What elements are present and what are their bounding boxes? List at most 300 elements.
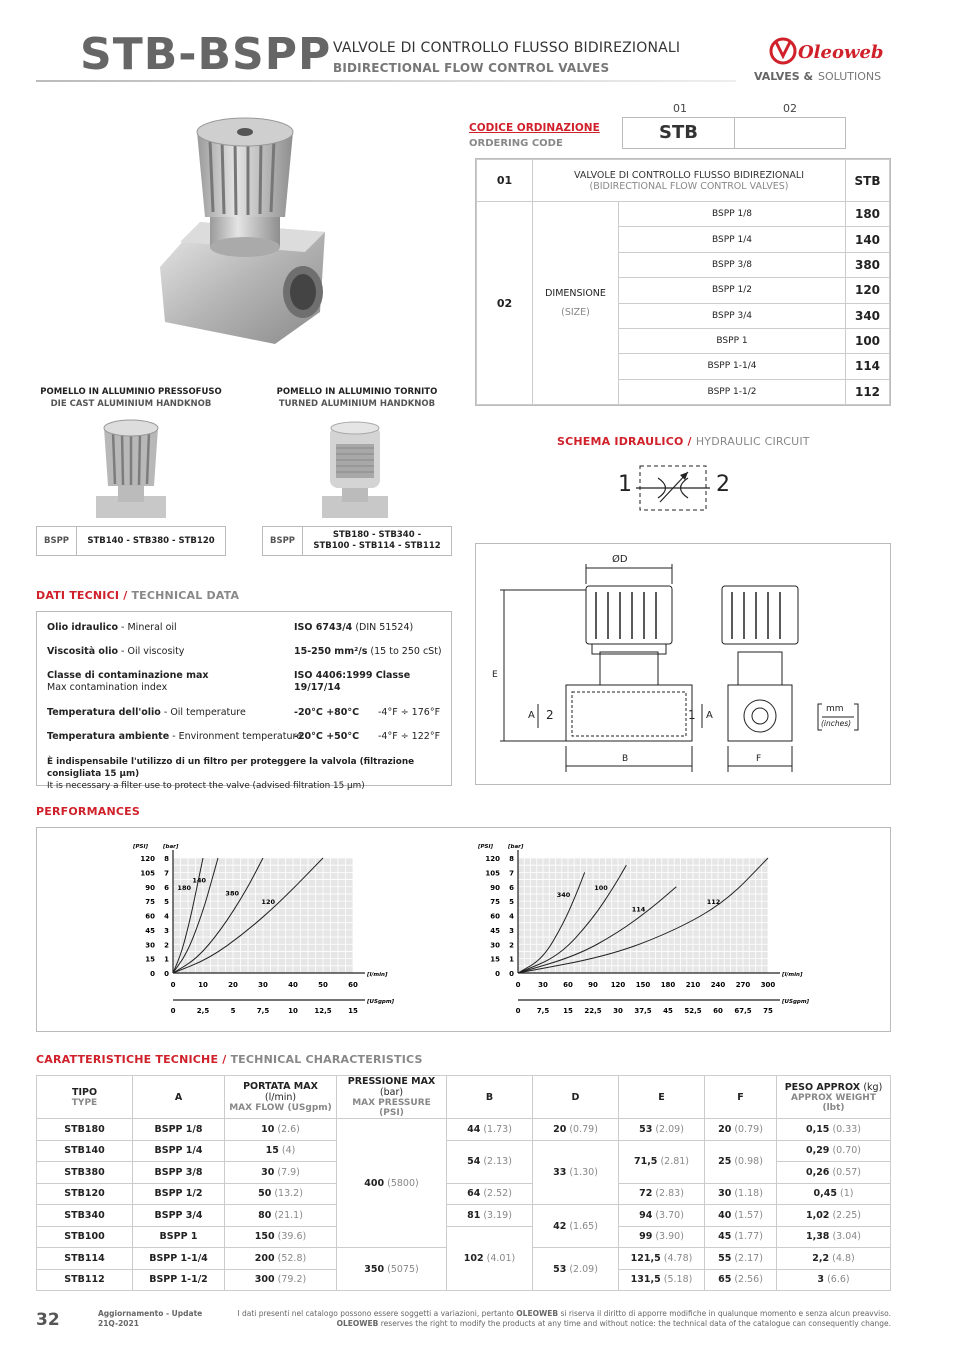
th-weight-it: PESO APPROX [784,1081,861,1093]
y-tick-psi: 120 [140,855,155,863]
r0-e-in: (2.09) [655,1123,684,1135]
x-tick-lmin: 180 [660,981,676,989]
table-row [37,1183,891,1205]
spec-size-7: BSPP 1-1/2 [619,379,846,404]
table-row [37,1119,891,1141]
r6-f: 55 [718,1252,732,1264]
tech-row-3-it: Temperatura dell'olio [47,707,161,718]
spec-code-5: 100 [846,328,890,353]
r3-flow-us: (13.2) [274,1188,303,1200]
th-press-en: MAX PRESSURE (PSI) [352,1098,431,1118]
th-flow-en: MAX FLOW (USgpm) [229,1103,332,1113]
spec-size-2: BSPP 3/8 [619,252,846,277]
r3-e-in: (2.83) [655,1188,684,1200]
y-tick-bar: 4 [509,912,514,921]
r3-flow: 50 [258,1188,272,1200]
y-tick-psi: 30 [490,941,500,950]
th-press-unit: (bar) [379,1087,404,1098]
r0-w-lb: (0.33) [832,1123,862,1135]
x-tick-usgpm: 60 [713,1007,723,1015]
hydraulic-symbol [618,458,738,514]
y-tick-bar: 6 [164,883,169,892]
spec-row02-label-en: (SIZE) [561,307,590,318]
th-weight-unit: (kg) [863,1081,883,1093]
x-tick-lmin: 60 [563,981,573,989]
tech-row-0: Olio idraulico - Mineral oil [47,622,177,633]
tech-row-2-en: Max contamination index [47,682,168,693]
y-tick-bar: 7 [509,869,514,878]
spec-code-2: 380 [846,252,890,277]
drawing-b-label: B [622,754,629,764]
hydraulic-title-it: SCHEMA IDRAULICO / [557,435,692,448]
x-tick-usgpm: 5 [230,1007,236,1015]
tech-row-4-vb: -20°C +50°C [294,731,360,742]
r0-w: 0,15 [805,1123,830,1135]
th-pressure [337,1076,447,1119]
footer-it-brand: OLEOWEB [516,1309,559,1318]
x-tick-lmin: 10 [198,981,208,989]
tech-row-0-value [294,622,413,634]
x-tick-lmin: 50 [318,981,328,989]
knob-die-cast-caption [36,386,226,410]
y-tick-bar: 6 [509,883,514,892]
spec-row01-desc [533,160,846,202]
r5-w: 1,38 [805,1231,830,1243]
y-tick-bar: 1 [509,955,514,964]
b-5-in: (4.01) [486,1252,516,1264]
r7-e: 131,5 [630,1274,661,1286]
r7-f-in: (2.56) [734,1274,763,1286]
r4-e: 94 [639,1209,653,1221]
y-tick-bar: 5 [164,898,169,907]
y-tick-psi: 15 [145,955,155,964]
footer-en-brand: OLEOWEB [336,1319,379,1328]
ordering-code-size-slot [735,118,845,148]
drawing-unit-in: (inches) [821,719,852,728]
y-tick-psi: 30 [145,941,155,950]
x-tick-usgpm: 45 [663,1007,673,1015]
series-label-180: 180 [177,883,191,892]
th-type-en: TYPE [71,1097,98,1108]
product-image [155,112,330,347]
footer-it-2: si riserva il diritto di apporre modifiche in qualunque momento e senza alcun preavviso. [560,1309,891,1318]
x-tick-lmin: 90 [588,981,598,989]
footer-disclaimer-it [230,1309,891,1319]
knob-die-cast-list: STB140 - STB380 - STB120 [87,536,215,546]
r6-e: 121,5 [630,1252,661,1264]
r0-f-in: (0.79) [734,1123,763,1135]
ordering-title: CODICE ORDINAZIONE [469,122,600,134]
th-weight [777,1076,891,1119]
r6-f-in: (2.17) [734,1252,763,1264]
x-tick-usgpm: 10 [288,1007,298,1015]
d-4: 53 [553,1263,567,1275]
th-type-it: TIPO [71,1086,98,1098]
r5-flow-us: (39.6) [277,1231,307,1243]
tech-data-title [36,589,239,602]
tech-row-1: Viscosità olio - Oil viscosity [47,646,185,657]
knob-die-cast-models [36,526,226,556]
hydraulic-title-en: HYDRAULIC CIRCUIT [695,435,810,448]
spec-row02-label [533,202,619,405]
y-tick-psi: 105 [140,869,155,878]
th-type [37,1076,133,1119]
r6-w-lb: (4.8) [832,1252,855,1264]
r2-type: STB380 [64,1166,105,1178]
brand-logo [752,36,902,86]
ordering-code-value: STB [623,118,735,148]
tech-row-4-en: Environment temperature [178,731,303,742]
knob-turned-label: BSPP [263,527,303,555]
f-2: 25 [718,1156,732,1167]
y-tick-bar: 2 [509,941,514,950]
ordering-code-box [622,117,846,149]
spec-code-3: 120 [846,278,890,303]
subtitle-english: BIDIRECTIONAL FLOW CONTROL VALVES [333,61,610,75]
y-tick-bar: 2 [164,941,169,950]
x-tick-lmin: 40 [288,981,298,989]
r7-flow-us: (79.2) [277,1274,307,1286]
y-tick-psi: 60 [490,912,500,921]
x-tick-usgpm: 67,5 [734,1007,752,1015]
table-row [37,1140,891,1162]
r3-f: 30 [718,1188,732,1200]
r5-type: STB100 [64,1231,105,1243]
th-press-it: PRESSIONE MAX [347,1076,436,1087]
y-tick-bar: 4 [164,912,169,921]
spec-size-5: BSPP 1 [619,328,846,353]
b-4: 81 [467,1209,481,1221]
y-tick-psi: 75 [490,898,500,907]
tech-row-4-it: Temperatura ambiente [47,731,170,742]
y-tick-bar: 7 [164,869,169,878]
footer-it-1: I dati presenti nel catalogo possono essere soggetti a variazioni, pertanto [237,1309,514,1318]
knob-die-cast-it: POMELLO IN ALLUMINIO PRESSOFUSO [40,387,222,397]
tech-row-0-vb: ISO 6743/4 [294,622,353,633]
r0-flow-us: (2.6) [277,1123,300,1135]
r7-a: BSPP 1-1/2 [149,1274,208,1286]
x-tick-lmin: 150 [635,981,651,989]
r4-flow: 80 [258,1209,272,1221]
knob-turned-list [303,527,451,555]
x-unit-lmin: [l/min] [782,972,803,978]
f-2-in: (0.98) [734,1156,763,1167]
x-tick-lmin: 270 [735,981,751,989]
spec-code-6: 114 [846,354,890,379]
x-tick-lmin: 0 [170,981,176,989]
y-tick-bar: 0 [164,970,169,978]
th-b: B [447,1076,533,1119]
e-2: 71,5 [633,1156,658,1167]
th-flow-it: PORTATA MAX [243,1081,318,1092]
r4-a: BSPP 3/4 [154,1209,203,1221]
tech-row-3-en: Oil temperature [170,707,246,718]
dimension-drawing [475,543,891,785]
knob-die-cast-label: BSPP [37,527,77,555]
r0-a: BSPP 1/8 [154,1123,203,1135]
footer-disclaimer [230,1309,891,1329]
r3-w-lb: (1) [840,1188,854,1200]
tech-row-2 [47,670,209,694]
x-tick-usgpm: 0 [515,1007,521,1015]
hydraulic-port-2: 2 [716,472,730,497]
tech-data-title-en: TECHNICAL DATA [131,589,240,602]
r6-w: 2,2 [812,1252,830,1264]
r5-e: 99 [639,1231,653,1243]
series-label-100: 100 [594,883,608,892]
x-tick-usgpm: 37,5 [634,1007,652,1015]
b-1-in: (1.73) [483,1123,512,1135]
tech-row-2-vb: ISO 4406:1999 Classe 19/17/14 [294,670,411,693]
characteristics-title [36,1053,423,1066]
tech-row-3-value [294,707,359,719]
tech-row-1-vb: 15-250 mm²/s [294,646,368,657]
r0-e: 53 [639,1123,653,1135]
spec-size-4: BSPP 3/4 [619,303,846,328]
footer-en: reserves the right to modify the products at any time and without notice: the technical data of the catalogue can consequently change. [380,1319,891,1328]
tech-row-0-it: Olio idraulico [47,622,119,633]
title-underline [36,80,736,82]
y-tick-psi: 0 [495,970,500,978]
drawing-a-label-side: A [706,710,713,721]
r6-flow: 200 [254,1252,275,1264]
r5-f-in: (1.77) [734,1231,763,1243]
y-unit-bar: [bar] [508,844,524,850]
y-tick-psi: 0 [150,970,155,978]
x-tick-usgpm: 7,5 [256,1007,270,1015]
press-2-psi: (5075) [387,1263,419,1275]
y-tick-bar: 3 [509,926,514,935]
press-1: 400 [364,1177,385,1189]
press-2: 350 [364,1263,385,1275]
x-tick-lmin: 30 [258,981,268,989]
tech-row-4: Temperatura ambiente - Environment temperature [47,731,303,742]
table-row [37,1205,891,1227]
th-f: F [705,1076,777,1119]
ordering-spec-table [476,159,890,405]
b-5: 102 [463,1252,484,1264]
x-tick-usgpm: 22,5 [584,1007,602,1015]
r7-f: 65 [718,1274,732,1286]
y-tick-bar: 8 [164,855,169,863]
footer-update-1: Aggiornamento - Update [98,1309,203,1318]
x-tick-usgpm: 15 [563,1007,573,1015]
x-unit-usgpm: [USgpm] [782,999,810,1005]
spec-code-1: 140 [846,227,890,252]
x-tick-lmin: 0 [515,981,521,989]
table-row [37,1226,891,1248]
brand-tagline-bold: VALVES & [754,70,814,83]
knob-turned-list-2: STB100 - STB114 - STB112 [313,541,441,551]
x-tick-usgpm: 2,5 [196,1007,210,1015]
x-tick-usgpm: 7,5 [536,1007,550,1015]
spec-code-0: 180 [846,202,890,227]
knob-die-cast-en: DIE CAST ALUMINIUM HANDKNOB [50,399,212,409]
tech-note-en: It is necessary a filter use to protect the valve (advised filtration 15 μm) [47,781,365,791]
r1-a: BSPP 1/4 [154,1145,203,1157]
tech-row-0-vr: (DIN 51524) [355,622,414,633]
y-tick-psi: 75 [145,898,155,907]
drawing-e-label: E [492,670,498,680]
b-3: 64 [467,1188,481,1200]
th-d: D [533,1076,619,1119]
y-tick-psi: 60 [145,912,155,921]
b-2-in: (2.13) [483,1156,512,1167]
r4-type: STB340 [64,1209,105,1221]
r1-flow: 15 [265,1145,279,1157]
x-tick-usgpm: 12,5 [314,1007,332,1015]
drawing-unit-mm: mm [826,704,844,714]
y-tick-psi: 90 [145,883,155,892]
tech-row-2-it: Classe di contaminazione max [47,670,209,681]
e-2-in: (2.81) [660,1156,690,1167]
r3-w: 0,45 [813,1188,837,1200]
r4-flow-us: (21.1) [274,1209,303,1221]
x-tick-lmin: 240 [710,981,726,989]
r7-e-in: (5.18) [663,1274,693,1286]
subtitle-italian: VALVOLE DI CONTROLLO FLUSSO BIDIREZIONALI [333,40,681,56]
knob-turned-list-1: STB180 - STB340 - [332,530,422,540]
x-tick-usgpm: 30 [613,1007,623,1015]
d-4-in: (2.09) [569,1263,598,1275]
r3-f-in: (1.18) [734,1188,763,1200]
r7-w: 3 [817,1274,825,1286]
d-3-in: (1.65) [569,1220,598,1232]
x-tick-lmin: 20 [228,981,238,989]
r4-e-in: (3.70) [655,1209,684,1221]
r1-flow-us: (4) [281,1145,296,1157]
r1-w-lb: (0.70) [832,1145,862,1157]
r6-type: STB114 [64,1252,105,1264]
r4-w-lb: (2.25) [832,1209,862,1221]
r7-flow: 300 [254,1274,275,1286]
brand-tagline: SOLUTIONS [818,70,882,83]
spec-row02-label-it: DIMENSIONE [545,288,606,299]
characteristics-table [36,1075,891,1291]
spec-row01-desc-it: VALVOLE DI CONTROLLO FLUSSO BIDIREZIONALI [573,169,805,181]
tech-note-it: È indispensabile l'utilizzo di un filtro per proteggere la valvola (filtrazione consigliata 15 μm) [47,757,415,779]
tech-data-title-it: DATI TECNICI / [36,589,128,602]
drawing-a-label: A [528,710,535,721]
press-cell-2 [337,1248,447,1291]
spec-size-3: BSPP 1/2 [619,278,846,303]
knob-turned-en: TURNED ALUMINIUM HANDKNOB [278,399,436,409]
tech-row-3-alt: -4°F ÷ 176°F [378,707,441,718]
d-3: 42 [553,1220,567,1232]
tech-row-4-value [294,731,359,743]
x-tick-lmin: 30 [538,981,548,989]
r2-a: BSPP 3/8 [154,1166,203,1178]
y-tick-bar: 5 [509,898,514,907]
th-flow-unit: (l/min) [264,1092,297,1103]
knob-turned-models [262,526,452,556]
r3-e: 72 [639,1188,653,1200]
tech-row-0-en: Mineral oil [127,622,177,633]
spec-size-0: BSPP 1/8 [619,202,846,227]
series-label-120: 120 [261,898,275,907]
d-1: 20 [553,1123,567,1135]
r6-flow-us: (52.8) [277,1252,307,1264]
r5-w-lb: (3.04) [832,1231,862,1243]
tech-row-2-value [294,670,451,694]
y-tick-psi: 105 [485,869,500,878]
tech-data-box [36,611,452,791]
r2-flow-us: (7.9) [277,1166,300,1178]
brand-name: Oleoweb [798,42,884,63]
d-2-in: (1.30) [569,1166,598,1178]
spec-row02-id: 02 [477,202,533,405]
ordering-col-02: 02 [783,102,797,115]
r3-a: BSPP 1/2 [154,1188,203,1200]
performance-chart-right [462,838,862,1038]
knob-die-cast-image [96,418,166,518]
ordering-subtitle: ORDERING CODE [469,138,563,149]
r7-type: STB112 [64,1274,105,1286]
b-2: 54 [467,1156,481,1167]
spec-code-4: 340 [846,303,890,328]
y-tick-psi: 90 [490,883,500,892]
y-tick-bar: 0 [509,970,514,978]
r2-w-lb: (0.57) [832,1166,862,1178]
performance-chart-left [117,838,497,1038]
tech-row-1-vr: (15 to 250 cSt) [370,646,442,657]
drawing-dia-label: ØD [612,554,628,565]
tech-row-1-it: Viscosità olio [47,646,118,657]
knob-turned-it: POMELLO IN ALLUMINIO TORNITO [276,387,438,397]
x-tick-usgpm: 75 [763,1007,773,1015]
x-tick-usgpm: 15 [348,1007,358,1015]
d-2: 33 [553,1166,567,1178]
ordering-col-01: 01 [673,102,687,115]
r2-flow: 30 [261,1166,275,1178]
performances-box [36,827,891,1032]
page-number: 32 [36,1310,60,1330]
drawing-port-1: 1 [688,708,696,722]
th-a: A [133,1076,225,1119]
y-tick-psi: 120 [485,855,500,863]
footer-update-2: 21Q-2021 [98,1319,139,1328]
r6-a: BSPP 1-1/4 [149,1252,208,1264]
x-tick-lmin: 300 [760,981,776,989]
r0-f: 20 [718,1123,732,1135]
page-title: STB-BSPP [80,29,332,80]
x-tick-usgpm: 0 [170,1007,176,1015]
characteristics-title-it: CARATTERISTICHE TECNICHE / [36,1053,227,1066]
series-label-340: 340 [556,890,571,899]
tech-row-1-en: Oil viscosity [127,646,185,657]
series-label-114: 114 [631,905,646,914]
r4-w: 1,02 [805,1209,830,1221]
y-unit-bar: [bar] [163,844,179,850]
tech-note [47,756,451,792]
r5-flow: 150 [254,1231,275,1243]
spec-size-1: BSPP 1/4 [619,227,846,252]
b-4-in: (3.19) [483,1209,512,1221]
performances-title: PERFORMANCES [36,805,140,818]
hydraulic-title [557,435,810,448]
r2-w: 0,26 [805,1166,830,1178]
th-flow [225,1076,337,1119]
x-unit-lmin: [l/min] [367,972,388,978]
r4-f: 40 [718,1209,732,1221]
th-weight-en: APPROX WEIGHT (lbt) [791,1092,876,1113]
b-1: 44 [467,1123,481,1135]
knob-turned-caption [262,386,452,410]
r5-a: BSPP 1 [159,1231,198,1243]
series-label-140: 140 [192,876,206,885]
b-3-in: (2.52) [483,1188,512,1200]
r0-type: STB180 [64,1123,105,1135]
